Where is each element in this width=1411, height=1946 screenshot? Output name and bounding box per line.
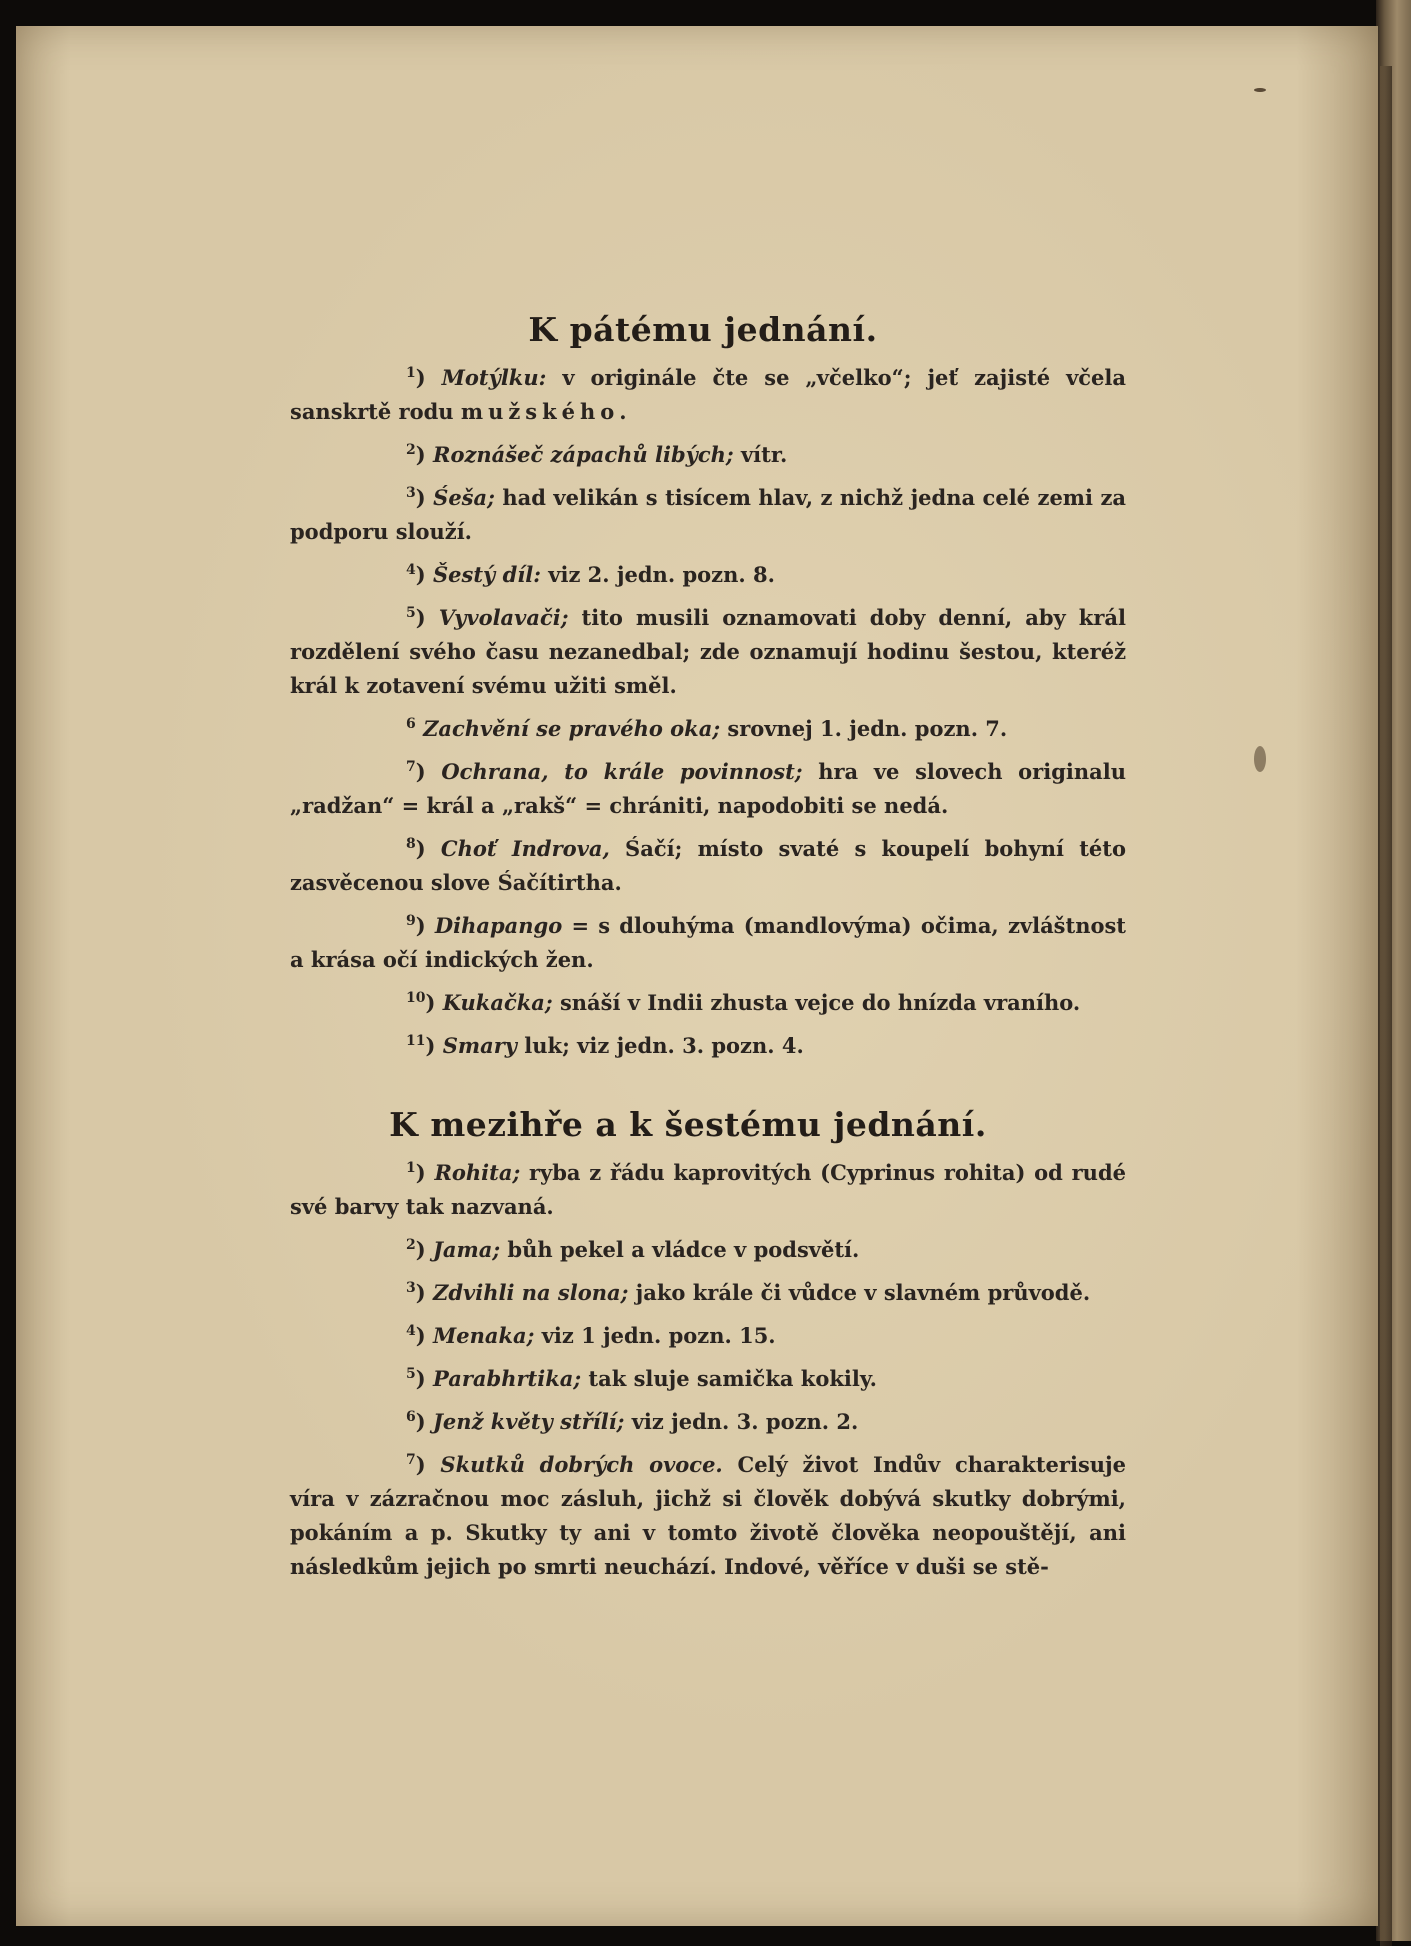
footnote-number: 3 [406, 485, 416, 501]
section-heading: K pátému jednání. [528, 310, 878, 349]
footnote-number: 11 [406, 1033, 426, 1049]
footnote: $^7$) Skutků dobrých ovoce. Celý život Indův charakterisuje víra v zázračnou moc zásluh, jichž si člověk dobývá skutky dobrými, pokáním a p. Skutky ty ani v tomto životě člověka neopouštějí, ani následkům jejich po smrti neuchází. Indové, věříce v duši se stě- [290, 1452, 1127, 1579]
footnote-text: viz jedn. 3. pozn. 2. [624, 1409, 859, 1434]
footnote: $^4$) Menaka; viz 1 jedn. pozn. 15. [406, 1323, 776, 1348]
footnote-number: 6 [406, 1409, 416, 1425]
footnote-term: Ochrana, to krále povinnost; [441, 759, 803, 784]
footnote: $^5$) Parabhrtika; tak sluje samička kokily. [406, 1366, 877, 1391]
footnote-number: 7 [406, 1452, 416, 1468]
footnote-term: Dihapango [434, 913, 563, 938]
footnote: $^1$) Rohita; ryba z řádu kaprovitých (Cyprinus rohita) od rudé své barvy tak nazvaná. [290, 1160, 1126, 1219]
footnote: $^5$) Vyvolavači; tito musili oznamovati doby denní, aby král rozdělení svého času nezanedbal; zde oznamují hodinu šestou, kteréž král k zotavení svému užiti směl. [290, 605, 1126, 698]
footnote-text: Celý život Indův charakterisuje víra v zázračnou moc zásluh, jichž si člověk dobývá skutky dobrými, pokáním a p. Skutky ty ani v tomto životě člověka neopouštějí, ani následkům jejich po smrti neuchází. Indové, věříce v duši se stě- [290, 1452, 1127, 1579]
footnote-text-end: . [619, 399, 627, 424]
footnote-term: Smary [442, 1033, 517, 1058]
footnote-number: 9 [406, 913, 416, 929]
footnote: $^9$) Dihapango = s dlouhýma (mandlovýma) očima, zvláštnost a krása očí indických žen. [290, 913, 1126, 972]
footnote-text: bůh pekel a vládce v podsvětí. [500, 1237, 860, 1262]
section-heading: K mezihře a k šestému jednání. [389, 1105, 987, 1144]
footnote-text: jako krále či vůdce v slavném průvodě. [628, 1280, 1091, 1305]
footnote-number: 7 [406, 759, 416, 775]
footnote: $^2$) Roznášeč zápachů libých; vítr. [406, 442, 788, 467]
page-content [290, 310, 1126, 1593]
footnote: $^4$) Šestý díl: viz 2. jedn. pozn. 8. [406, 562, 775, 587]
footnote-text: tak sluje samička kokily. [581, 1366, 877, 1391]
footnote-term: Šestý díl: [433, 562, 541, 587]
footnote-term: Zdvihli na slona; [433, 1280, 629, 1305]
footnote [290, 712, 1126, 746]
footnote-number: 2 [406, 1237, 416, 1253]
page-speck [1254, 746, 1266, 772]
footnote: $^3$) Zdvihli na slona; jako krále či vůdce v slavném průvodě. [406, 1280, 1091, 1305]
footnote: $^{11}$) Smary luk; viz jedn. 3. pozn. 4. [406, 1033, 804, 1058]
footnote-term: Śeša; [433, 485, 495, 510]
footnote-term: Kukačka; [442, 990, 553, 1015]
footnote: $^7$) Ochrana, to krále povinnost; hra ve slovech originalu „radžan“ = král a „rakš“ = chrániti, napodobiti se nedá. [290, 759, 1126, 818]
footnote-text: vítr. [733, 442, 788, 467]
footnote-number: 4 [406, 562, 416, 578]
footnote: $^1$) Motýlku: v originále čte se „včelko“; jeť zajisté včela sanskrtě rodu mužského. [290, 365, 1126, 424]
footnote-term: Vyvolavači; [438, 605, 569, 630]
footnote-number: 3 [406, 1280, 416, 1296]
page-speck [1254, 88, 1266, 92]
footnote-term: Skutků dobrých ovoce. [440, 1452, 723, 1477]
footnote: $^6$) Jenž květy střílí; viz jedn. 3. pozn. 2. [406, 1409, 859, 1434]
footnote-number: 8 [406, 836, 416, 852]
footnote-text: Śačí; místo svaté s koupelí bohyní této zasvěcenou slove Śačítirtha. [290, 836, 1126, 895]
footnote-term: Motýlku: [441, 365, 547, 390]
footnote-number: 1 [406, 365, 416, 381]
page-spine-shadow [1380, 66, 1392, 1946]
footnote-text: tito musili oznamovati doby denní, aby král rozdělení svého času nezanedbal; zde oznamují hodinu šestou, kteréž král k zotavení svému užiti směl. [290, 605, 1126, 698]
footnote-spaced-word: mužského [460, 399, 620, 424]
footnote-text: viz 1 jedn. pozn. 15. [534, 1323, 776, 1348]
footnote-number: 5 [406, 1366, 416, 1382]
footnote-text: snáší v Indii zhusta vejce do hnízda vraního. [552, 990, 1081, 1015]
footnote-text: hra ve slovech originalu „radžan“ = král a „rakš“ = chrániti, napodobiti se nedá. [290, 759, 1126, 818]
footnote-term: Zachvění se pravého oka; [423, 716, 721, 741]
footnote-number: 6 [406, 716, 416, 732]
footnote-number: 10 [406, 990, 426, 1006]
footnote-text: = s dlouhýma (mandlovýma) očima, zvláštnost a krása očí indických žen. [290, 913, 1126, 972]
footnote-term: Roznášeč zápachů libých; [433, 442, 734, 467]
footnote-term: Jenž květy střílí; [433, 1409, 625, 1434]
footnote-number: 4 [406, 1323, 416, 1339]
footnote-text: viz 2. jedn. pozn. 8. [540, 562, 775, 587]
footnote-term: Rohita; [434, 1160, 521, 1185]
footnote: $^2$) Jama; bůh pekel a vládce v podsvětí. [406, 1237, 860, 1262]
footnote-term: Parabhrtika; [433, 1366, 582, 1391]
section-fifth-act [290, 310, 1126, 1063]
footnote: $^8$) Choť Indrova, Śačí; místo svaté s koupelí bohyní této zasvěcenou slove Śačítirtha. [290, 836, 1126, 895]
footnote: $^3$) Śeša; had velikán s tisícem hlav, z nichž jedna celé zemi za podporu slouží. [290, 485, 1126, 544]
footnote-text: had velikán s tisícem hlav, z nichž jedna celé zemi za podporu slouží. [290, 485, 1126, 544]
footnote-text: ryba z řádu kaprovitých (Cyprinus rohita) od rudé své barvy tak nazvaná. [290, 1160, 1126, 1219]
footnote-text: v originále čte se „včelko“; jeť zajisté včela sanskrtě rodu [290, 365, 1126, 424]
footnote-text: luk; viz jedn. 3. pozn. 4. [517, 1033, 804, 1058]
footnote-term: Menaka; [433, 1323, 535, 1348]
footnote: $^{10}$) Kukačka; snáší v Indii zhusta vejce do hnízda vraního. [406, 990, 1081, 1015]
footnote-number: 5 [406, 605, 416, 621]
footnote-number: 1 [406, 1160, 416, 1176]
footnote-term: Choť Indrova, [440, 836, 610, 861]
footnote-text: srovnej 1. jedn. pozn. 7. [720, 716, 1008, 741]
footnote-term: Jama; [433, 1237, 501, 1262]
section-interlude-sixth-act [290, 1105, 1126, 1584]
footnote-number: 2 [406, 442, 416, 458]
